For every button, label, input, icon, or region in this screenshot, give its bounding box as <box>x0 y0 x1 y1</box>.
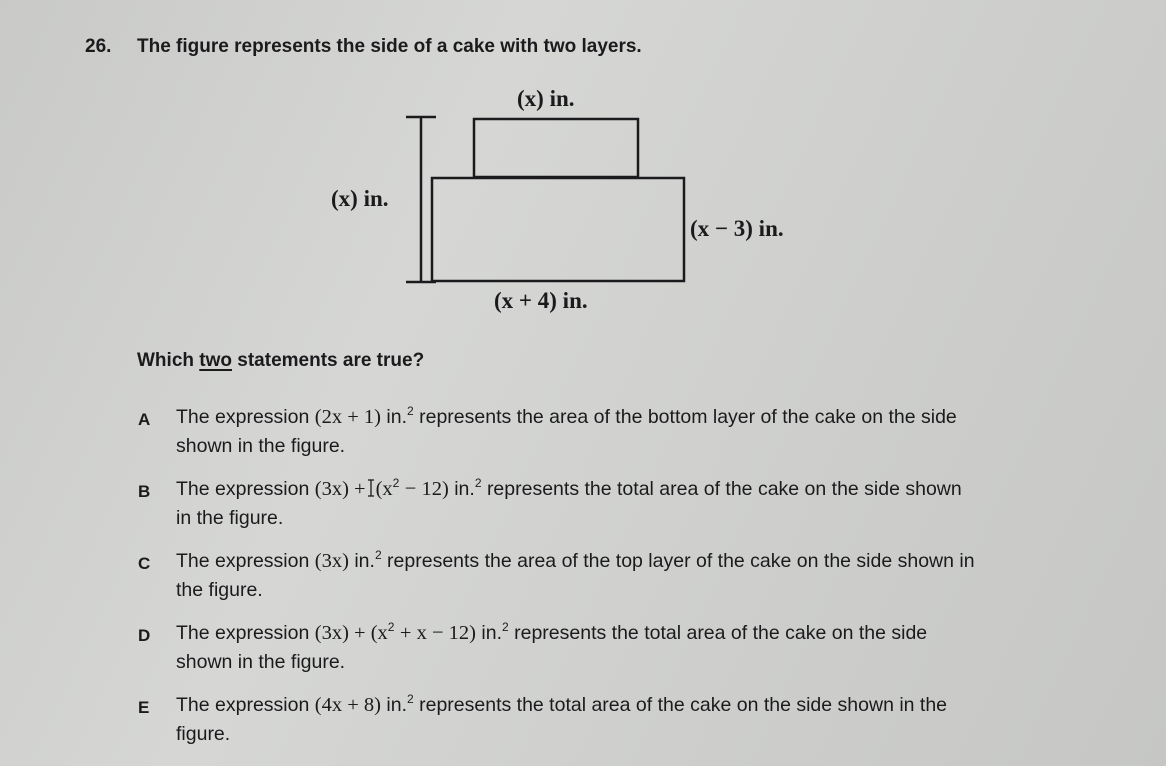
bottom-height-label: (x − 3) in. <box>690 216 784 241</box>
option-e-letter[interactable]: E <box>138 698 150 717</box>
prompt: Which two statements are true? <box>137 350 425 371</box>
option-b-letter[interactable]: B <box>138 482 151 501</box>
question-text: The figure represents the side of a cake with two layers. <box>137 36 642 57</box>
question-number: 26. <box>85 36 112 57</box>
top-width-label: (x) in. <box>517 86 575 111</box>
height-label: (x) in. <box>331 186 389 211</box>
text-cursor-icon <box>367 477 375 495</box>
option-a-letter[interactable]: A <box>138 410 151 429</box>
option-b[interactable]: The expression $(3x) + (x^2 - 12)$ in.$^2$ represents the total area of the cake on the side shown in the figure. <box>176 475 962 529</box>
bottom-width-label: (x + 4) in. <box>494 288 588 313</box>
bottom-layer <box>432 178 684 281</box>
option-d[interactable]: The expression $(3x) + (x^2 + x - 12)$ in.$^2$ represents the total area of the cake on the side shown in the figure. <box>176 619 928 673</box>
option-a[interactable]: The expression (2x + 1) in.$^2$ represents the area of the bottom layer of the cake on the side shown in the figure. <box>176 403 957 457</box>
option-c[interactable]: The expression (3x) in.$^2$ represents the area of the top layer of the cake on the side shown in the figure. <box>176 547 975 601</box>
option-c-letter[interactable]: C <box>138 554 151 573</box>
option-d-letter[interactable]: D <box>138 626 151 645</box>
option-e[interactable]: The expression (4x + 8) in.$^2$ represents the total area of the cake on the side shown in the figure. <box>176 691 948 745</box>
top-layer <box>474 119 638 177</box>
